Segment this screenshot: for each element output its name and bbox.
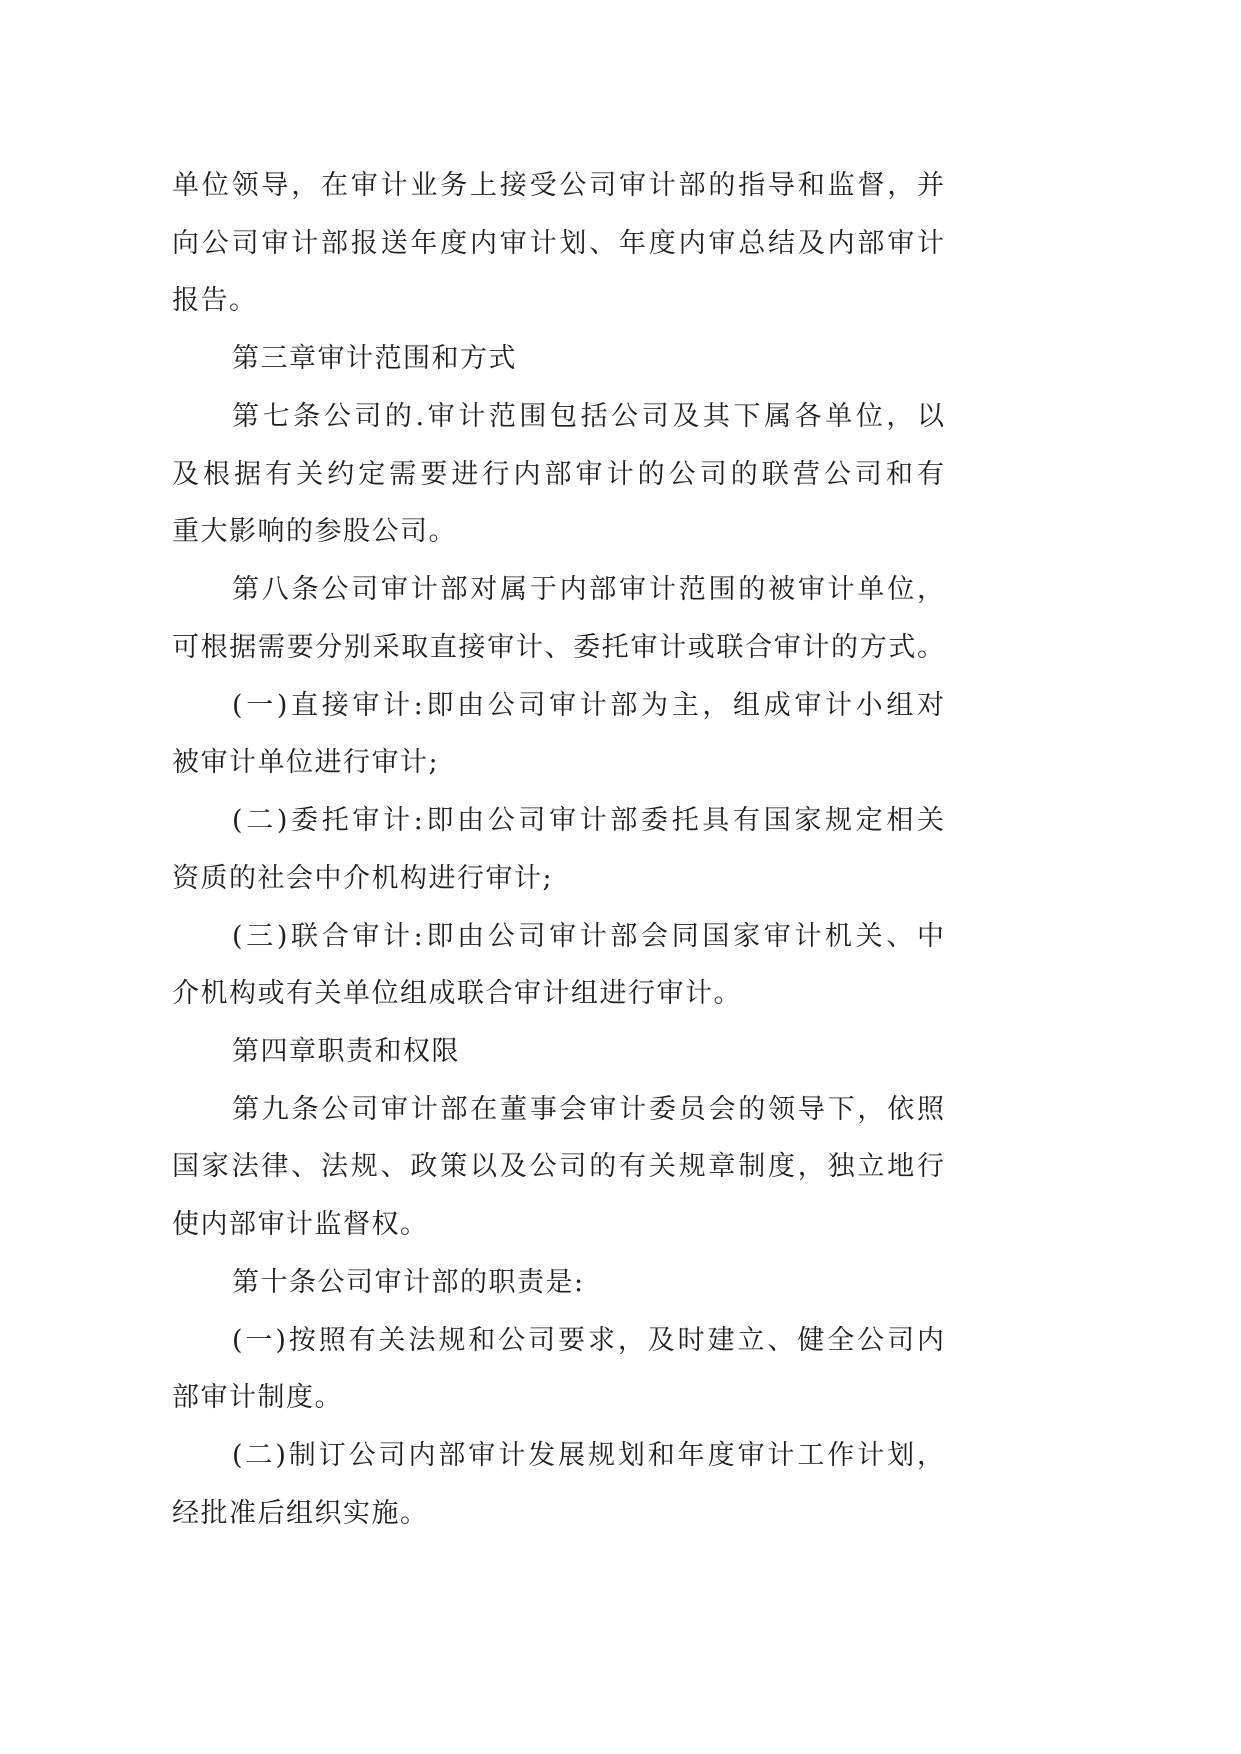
paragraph-line: (二)委托审计:即由公司审计部委托具有国家规定相关 (232, 805, 944, 837)
paragraph-line: 第八条公司审计部对属于内部审计范围的被审计单位， (232, 574, 944, 606)
paragraph-line: (三)联合审计:即由公司审计部会同国家审计机关、中 (232, 920, 944, 952)
paragraph-line: 第七条公司的.审计范围包括公司及其下属各单位，以 (232, 400, 944, 432)
paragraph-line: (一)直接审计:即由公司审计部为主，组成审计小组对 (232, 689, 944, 721)
paragraph-line: 介机构或有关单位组成联合审计组进行审计。 (172, 978, 742, 1010)
chapter-heading-text: 第四章职责和权限 (232, 1036, 460, 1068)
paragraph-line: 资质的社会中介机构进行审计; (172, 862, 554, 894)
paragraph-line: (二)制订公司内部审计发展规划和年度审计工作计划， (232, 1440, 944, 1472)
article-10-item-1 (172, 1312, 944, 1427)
chapter-heading-text: 第三章审计范围和方式 (232, 343, 517, 375)
article-8-item-1 (172, 677, 944, 792)
paragraph-line: 第十条公司审计部的职责是: (232, 1266, 585, 1298)
paragraph-line: 可根据需要分别采取直接审计、委托审计或联合审计的方式。 (172, 631, 944, 663)
article-8-item-2 (172, 792, 944, 907)
paragraph-line: 单位领导，在审计业务上接受公司审计部的指导和监督，并 (172, 170, 944, 201)
paragraph-line: 经批准后组织实施。 (172, 1497, 429, 1529)
paragraph-line: 被审计单位进行审计; (172, 747, 440, 779)
article-10 (172, 1254, 944, 1312)
paragraph-line: 报告。 (172, 285, 258, 317)
paragraph-line: 向公司审计部报送年度内审计划、年度内审总结及内部审计 (172, 227, 944, 259)
paragraph-continuation (172, 157, 944, 330)
document-body (172, 157, 944, 1543)
paragraph-line: (一)按照有关法规和公司要求，及时建立、健全公司内 (232, 1324, 944, 1356)
paragraph-line: 部审计制度。 (172, 1382, 343, 1414)
article-8-item-3 (172, 908, 944, 1023)
chapter-heading (172, 330, 944, 388)
article-9 (172, 1081, 944, 1254)
paragraph-line: 第九条公司审计部在董事会审计委员会的领导下，依照 (232, 1093, 944, 1125)
article-10-item-2 (172, 1427, 944, 1542)
chapter-heading (172, 1023, 944, 1081)
article-8 (172, 561, 944, 676)
article-7 (172, 388, 944, 561)
paragraph-line: 及根据有关约定需要进行内部审计的公司的联营公司和有 (172, 458, 944, 490)
paragraph-line: 国家法律、法规、政策以及公司的有关规章制度，独立地行 (172, 1151, 944, 1183)
paragraph-line: 使内部审计监督权。 (172, 1209, 429, 1241)
paragraph-line: 重大影响的参股公司。 (172, 516, 457, 548)
